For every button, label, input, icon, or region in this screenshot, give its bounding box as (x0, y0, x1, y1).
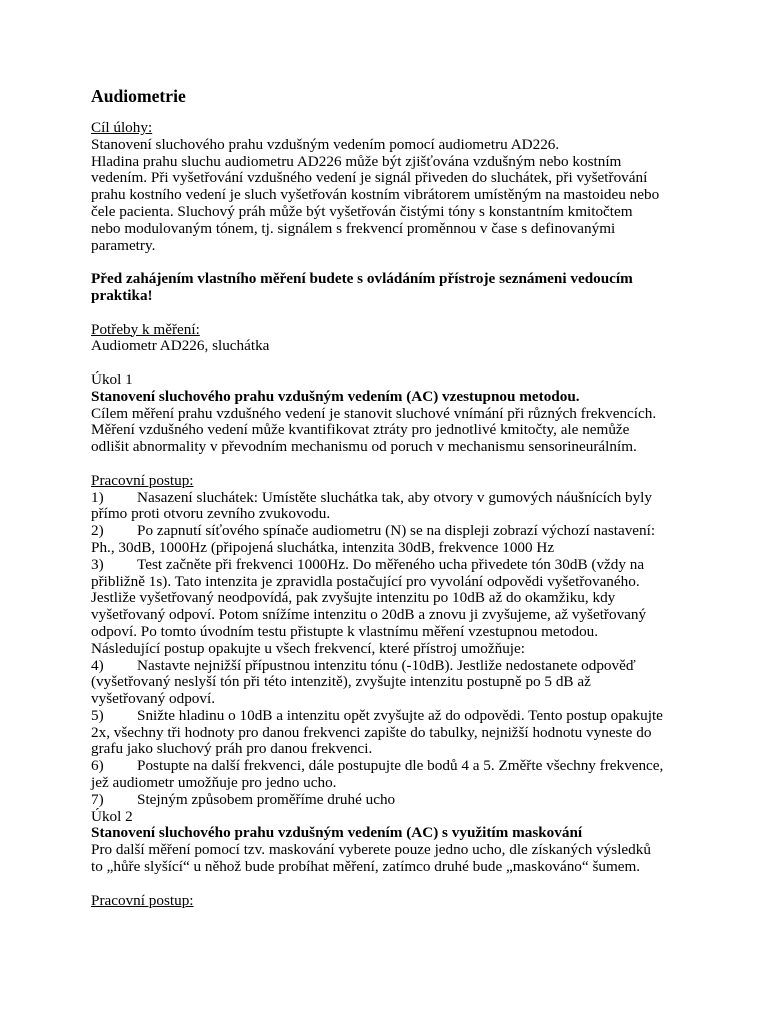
step-number: 5) (91, 706, 104, 724)
step-text: Nasazení sluchátek: Umístěte sluchátka tak, aby otvory v gumových náušnících byly (137, 488, 652, 506)
step-text: Postupte na další frekvenci, dále postupujte dle bodů 4 a 5. Změřte všechny frekvence, (137, 757, 664, 775)
step-text: vyšetřovaný odpoví. Potom snížíme intenzitu o 20dB a znovu ji zvyšujeme, až vyšetřovaný (91, 606, 647, 624)
needs-text: Audiometr AD226, sluchátka (91, 337, 270, 355)
goal-section (91, 120, 691, 254)
step-text: Ph., 30dB, 1000Hz (připojená sluchátka, intenzita 30dB, frekvence 1000 Hz (91, 538, 555, 556)
task2-line: to „hůře slyšící“ u něhož bude probíhat měření, zatímco druhé bude „maskováno“ šumem. (91, 858, 641, 876)
task1-heading: Stanovení sluchového prahu vzdušným vedením (AC) vzestupnou metodou. (91, 387, 580, 405)
goal-line: Stanovení sluchového prahu vzdušným vedením pomocí audiometru AD226. (91, 135, 560, 153)
goal-heading: Cíl úlohy: (91, 119, 153, 136)
task1-line: Měření vzdušného vedení může kvantifikovat ztráty pro jednotlivé kmitočty, ale nemůže (91, 421, 630, 439)
page-title: Audiometrie (91, 86, 186, 106)
procedure-step (91, 708, 691, 758)
task2-line: Pro další měření pomocí tzv. maskování vyberete pouze jedno ucho, dle získaných výsledků (91, 841, 651, 859)
task2-section (91, 809, 691, 910)
step-text: Test začněte při frekvenci 1000Hz. Do měřeného ucha přivedete tón 30dB (vždy na (137, 555, 645, 573)
task1-line: Cílem měření prahu vzdušného vedení je stanovit sluchové vnímání při různých frekvencích. (91, 404, 657, 422)
task1-section (91, 372, 691, 809)
procedure-step (91, 658, 691, 708)
step-number: 2) (91, 522, 104, 540)
goal-line: prahu kostního vedení je sluch vyšetřován kostním vibrátorem umístěným na mastoideu nebo (91, 186, 660, 204)
step-text: přímo proti otvoru zevního zvukovodu. (91, 505, 331, 523)
warning-line: praktika! (91, 286, 153, 304)
task1-label: Úkol 1 (91, 370, 133, 388)
step-text: Stejným způsobem proměříme druhé ucho (137, 790, 396, 808)
step-text: odpoví. Po tomto úvodním testu přistupte k vlastnímu měření vzestupnou metodou. (91, 622, 599, 640)
warning-section (91, 271, 691, 305)
step-text: grafu jako sluchový práh pro danou frekvenci. (91, 740, 373, 758)
step-number: 4) (91, 656, 104, 674)
task1-procedure-heading: Pracovní postup: (91, 471, 194, 489)
step-text: Jestliže vyšetřovaný neodpovídá, pak zvyšujte intenzitu po 10dB až do okamžiku, kdy (91, 589, 616, 607)
procedure-step (91, 523, 691, 557)
procedure-step (91, 758, 691, 792)
step-text: 2x, všechny tři hodnoty pro danou frekvenci zapište do tabulky, nejnižší hodnotu vyneste do (91, 723, 652, 741)
step-number: 3) (91, 555, 104, 573)
step-text: Nastavte nejnižší přípustnou intenzitu tónu (-10dB). Jestliže nedostanete odpověď (137, 656, 636, 674)
step-text: Následující postup opakujte u všech frekvencí, které přístroj umožňuje: (91, 639, 525, 657)
step-text: vyšetřovaný odpoví. (91, 690, 216, 708)
step-text: přibližně 1s). Tato intenzita je zpravidla postačující pro vyvolání odpovědi vyšetřovaného. (91, 572, 640, 590)
procedure-step (91, 490, 691, 524)
step-text: Snižte hladinu o 10dB a intenzitu opět zvyšujte až do odpovědi. Tento postup opakujte (137, 706, 663, 724)
goal-line: parametry. (91, 236, 156, 254)
procedure-step (91, 792, 691, 809)
needs-section (91, 322, 691, 356)
needs-heading: Potřeby k měření: (91, 320, 200, 338)
step-number: 6) (91, 757, 104, 775)
task2-label: Úkol 2 (91, 807, 133, 825)
step-text: jež audiometr umožňuje pro jedno ucho. (91, 774, 337, 792)
document-page (91, 86, 691, 909)
procedure-step (91, 557, 691, 658)
goal-line: čele pacienta. Sluchový práh může být vyšetřován čistými tóny s konstantním kmitočtem (91, 202, 633, 220)
step-text: (vyšetřovaný neslyší tón při této intenzitě), zvyšujte intenzitu postupně po 5 dB až (91, 673, 591, 691)
goal-line: vedením. Při vyšetřování vzdušného vedení je signál přiveden do sluchátek, při vyšetřování (91, 169, 648, 187)
step-number: 1) (91, 488, 104, 506)
step-number: 7) (91, 790, 104, 808)
task1-line: odlišit abnormality v převodním mechanismu od poruch v mechanismu sensorineurálním. (91, 438, 637, 456)
goal-line: Hladina prahu sluchu audiometru AD226 může být zjišťována vzdušným nebo kostním (91, 152, 622, 170)
step-text: Po zapnutí síťového spínače audiometru (N) se na displeji zobrazí výchozí nastavení: (137, 522, 656, 540)
goal-line: nebo modulovaným tónem, tj. signálem s frekvencí proměnnou v čase s definovanými (91, 219, 616, 237)
task2-heading: Stanovení sluchového prahu vzdušným vedením (AC) s využitím maskování (91, 824, 583, 842)
warning-line: Před zahájením vlastního měření budete s ovládáním přístroje seznámeni vedoucím (91, 270, 633, 288)
task2-procedure-heading: Pracovní postup: (91, 891, 194, 909)
